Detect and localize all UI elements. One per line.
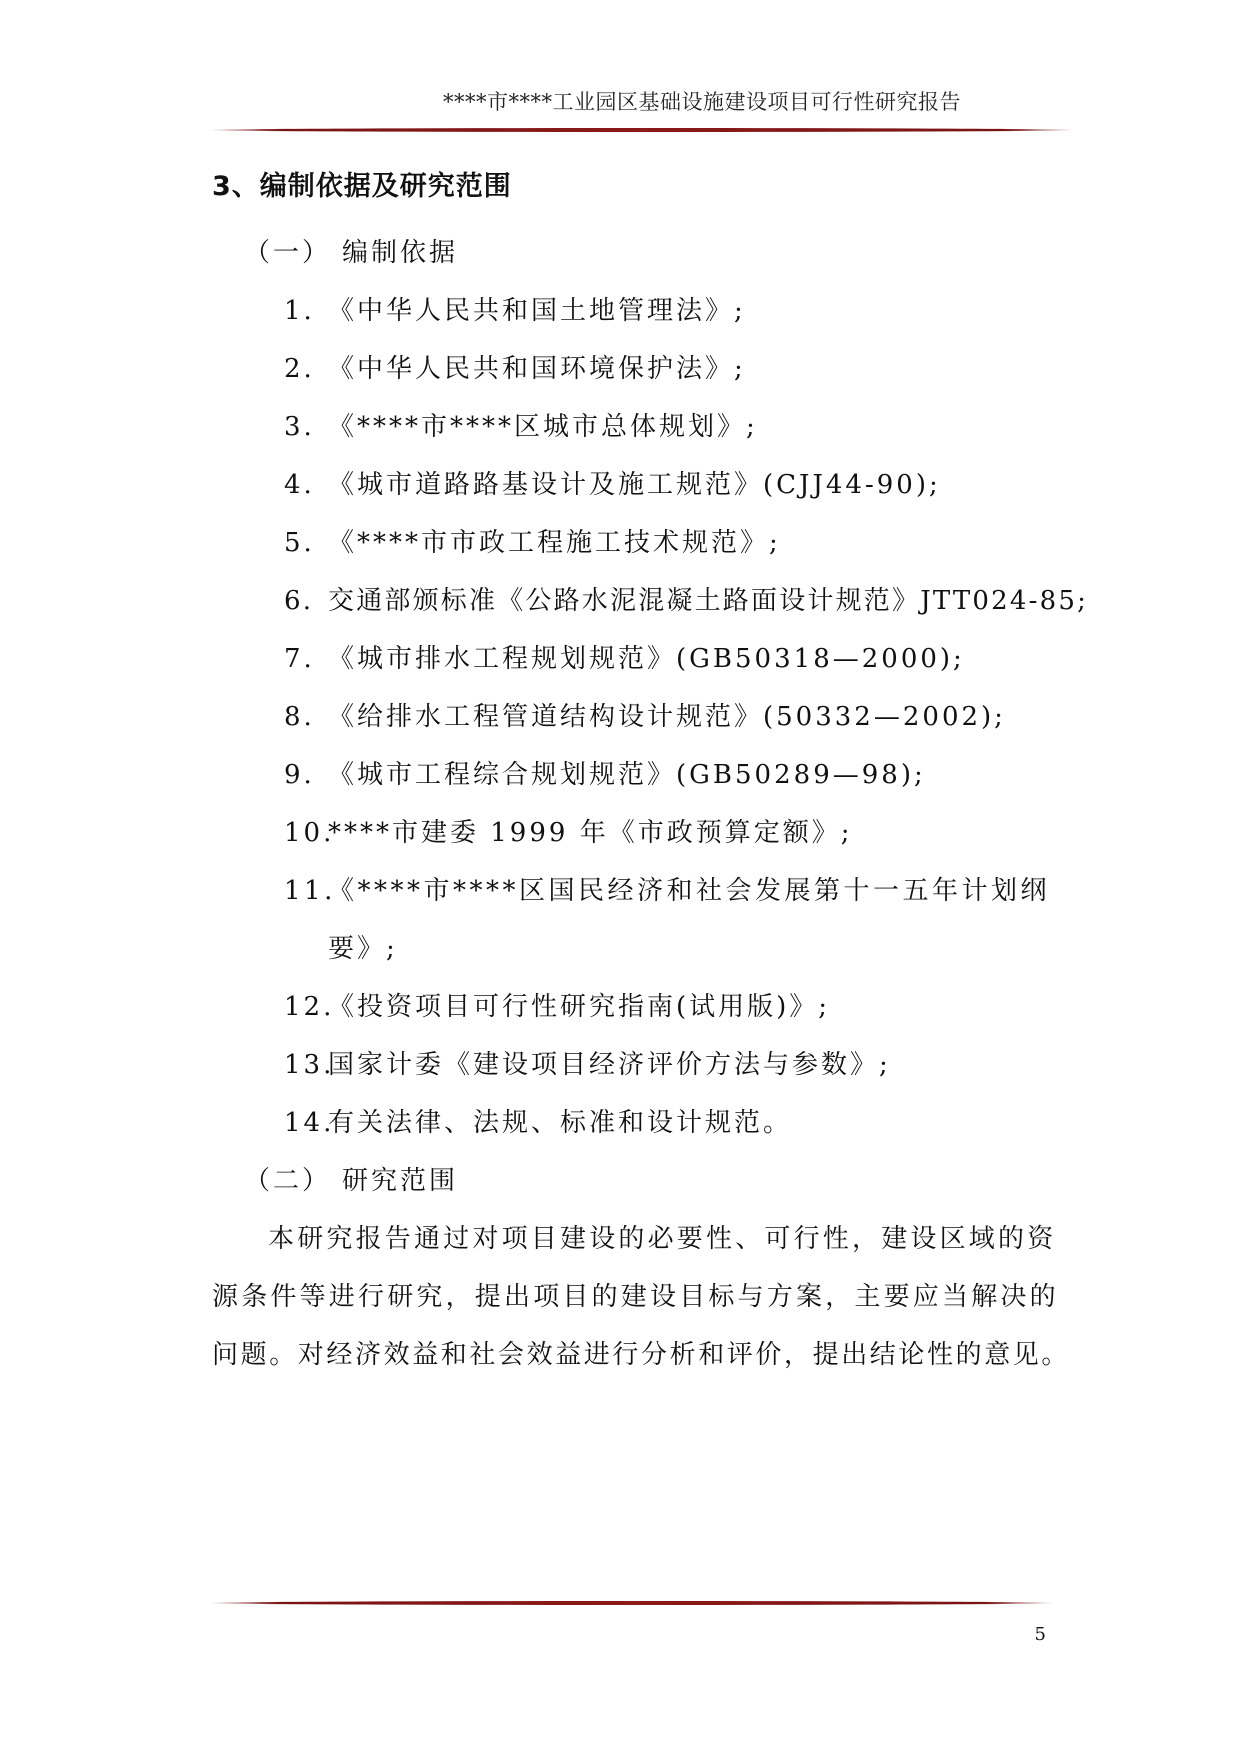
subheading-number: （二） [244,1166,332,1196]
list-item [284,522,781,559]
list-item [284,580,1088,617]
list-item [284,754,926,791]
list-item-text: 《中华人民共和国土地管理法》; [328,296,746,326]
subheading-basis [244,232,458,269]
header-rule [212,128,1072,132]
running-header: ****市****工业园区基础设施建设项目可行性研究报告 [443,90,961,114]
subheading-label: 研究范围 [342,1166,459,1196]
list-item [284,638,965,675]
list-item-index: 4. [284,470,315,500]
list-item-index: 10. [284,818,335,848]
list-item-text: 国家计委《建设项目经济评价方法与参数》; [328,1050,891,1080]
list-item-text: 交通部颁标准《公路水泥混凝土路面设计规范》JTT024-85; [328,586,1089,616]
list-item-text: ****市建委 1999 年《市政预算定额》; [328,818,853,848]
list-item-continuation: 要》; [328,934,398,964]
list-item-index: 5. [284,528,315,558]
list-item-text: 《中华人民共和国环境保护法》; [328,354,746,384]
list-item-index: 9. [284,760,315,790]
list-item-text: 《给排水工程管道结构设计规范》(50332—2002); [328,702,1006,732]
list-item [284,348,746,385]
list-item-text: 《****市市政工程施工技术规范》; [328,528,781,558]
section-title: 3、编制依据及研究范围 [212,171,512,202]
list-item-text: 《****市****区城市总体规划》; [328,412,758,442]
subheading-label: 编制依据 [342,238,459,268]
list-item-index: 12. [284,992,335,1022]
list-item-index: 3. [284,412,315,442]
list-item-index: 2. [284,354,315,384]
list-item-text: 《投资项目可行性研究指南(试用版)》; [328,992,831,1022]
paragraph-line: 本研究报告通过对项目建设的必要性、可行性，建设区域的资 [268,1224,1057,1254]
list-item [284,290,746,327]
list-item [284,464,941,501]
list-item-index: 1. [284,296,315,326]
list-item [284,406,758,443]
list-item-index: 7. [284,644,315,674]
list-item-index: 11. [284,876,336,906]
list-item-text: 《城市排水工程规划规范》(GB50318—2000); [328,644,965,674]
list-item-text: 《城市工程综合规划规范》(GB50289—98); [328,760,926,790]
list-item-index: 13. [284,1050,335,1080]
list-item [284,812,852,849]
list-item [284,1102,792,1139]
list-item [284,1044,891,1081]
paragraph-line: 源条件等进行研究，提出项目的建设目标与方案，主要应当解决的 [212,1282,1059,1312]
page-number: 5 [1034,1624,1046,1645]
list-item-index: 6. [284,586,314,616]
list-item [284,696,1006,733]
subheading-scope [244,1160,458,1197]
list-item [284,870,1050,907]
list-item [284,986,830,1023]
list-item-text: 《城市道路路基设计及施工规范》(CJJ44-90); [328,470,941,500]
list-item-index: 8. [284,702,315,732]
paragraph-line: 问题。对经济效益和社会效益进行分析和评价，提出结论性的意见。 [212,1340,1071,1370]
footer-rule [212,1601,1052,1605]
list-item-text: 有关法律、法规、标准和设计规范。 [328,1108,793,1138]
list-item-index: 14. [284,1108,335,1138]
subheading-number: （一） [244,238,332,268]
list-item-text: 《****市****区国民经济和社会发展第十一五年计划纲 [328,876,1051,906]
